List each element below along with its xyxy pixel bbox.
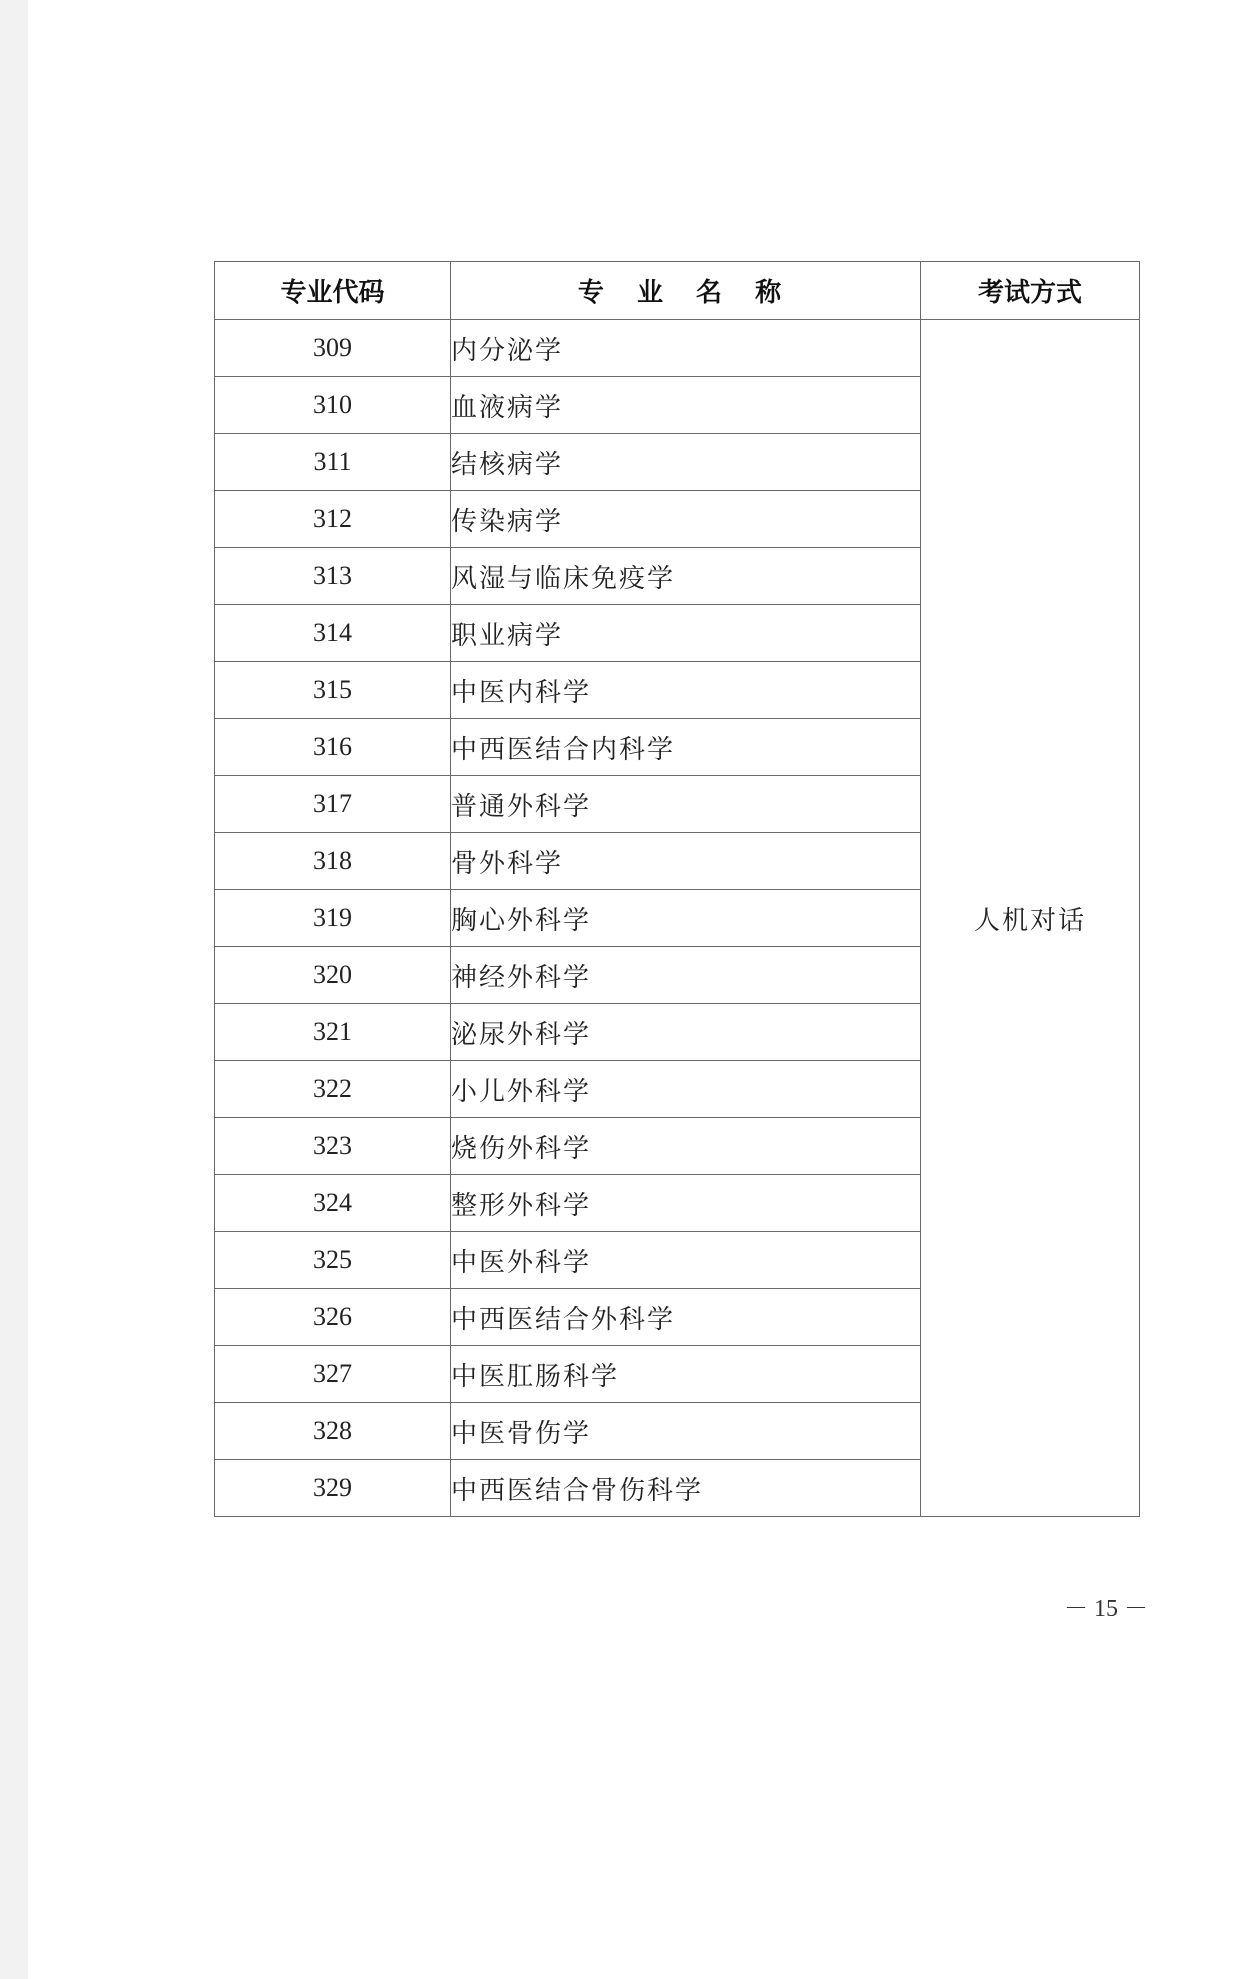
header-name: 专 业 名 称 [451, 262, 921, 320]
table-row [215, 320, 1140, 377]
major-name: 内分泌学 [451, 320, 921, 377]
majors-table [214, 261, 1140, 1517]
major-code: 316 [215, 719, 451, 776]
major-code: 327 [215, 1346, 451, 1403]
major-code: 322 [215, 1061, 451, 1118]
major-name: 胸心外科学 [451, 890, 921, 947]
major-name: 泌尿外科学 [451, 1004, 921, 1061]
left-margin-strip [0, 0, 28, 1979]
major-name: 整形外科学 [451, 1175, 921, 1232]
header-method: 考试方式 [921, 262, 1140, 320]
major-code: 318 [215, 833, 451, 890]
major-name: 烧伤外科学 [451, 1118, 921, 1175]
major-code: 313 [215, 548, 451, 605]
major-name: 血液病学 [451, 377, 921, 434]
major-code: 312 [215, 491, 451, 548]
major-code: 324 [215, 1175, 451, 1232]
major-code: 321 [215, 1004, 451, 1061]
major-name: 中医骨伤学 [451, 1403, 921, 1460]
major-code: 320 [215, 947, 451, 1004]
major-name: 结核病学 [451, 434, 921, 491]
major-name: 中医肛肠科学 [451, 1346, 921, 1403]
major-code: 326 [215, 1289, 451, 1346]
major-code: 310 [215, 377, 451, 434]
major-code: 315 [215, 662, 451, 719]
major-name: 中医外科学 [451, 1232, 921, 1289]
header-code: 专业代码 [215, 262, 451, 320]
major-code: 329 [215, 1460, 451, 1517]
exam-method: 人机对话 [921, 320, 1140, 1517]
major-name: 中西医结合内科学 [451, 719, 921, 776]
major-name: 中医内科学 [451, 662, 921, 719]
major-name: 传染病学 [451, 491, 921, 548]
major-code: 328 [215, 1403, 451, 1460]
major-name: 风湿与临床免疫学 [451, 548, 921, 605]
major-name: 小儿外科学 [451, 1061, 921, 1118]
major-name: 中西医结合骨伤科学 [451, 1460, 921, 1517]
major-code: 323 [215, 1118, 451, 1175]
major-name: 骨外科学 [451, 833, 921, 890]
table-header-row [215, 262, 1140, 320]
major-code: 317 [215, 776, 451, 833]
major-name: 中西医结合外科学 [451, 1289, 921, 1346]
major-name: 普通外科学 [451, 776, 921, 833]
major-name: 神经外科学 [451, 947, 921, 1004]
major-code: 314 [215, 605, 451, 662]
major-code: 309 [215, 320, 451, 377]
major-code: 325 [215, 1232, 451, 1289]
page-number: － 15 － [1064, 1596, 1148, 1622]
table-body [215, 320, 1140, 1517]
document-page [28, 0, 1242, 1979]
major-code: 311 [215, 434, 451, 491]
major-code: 319 [215, 890, 451, 947]
major-name: 职业病学 [451, 605, 921, 662]
